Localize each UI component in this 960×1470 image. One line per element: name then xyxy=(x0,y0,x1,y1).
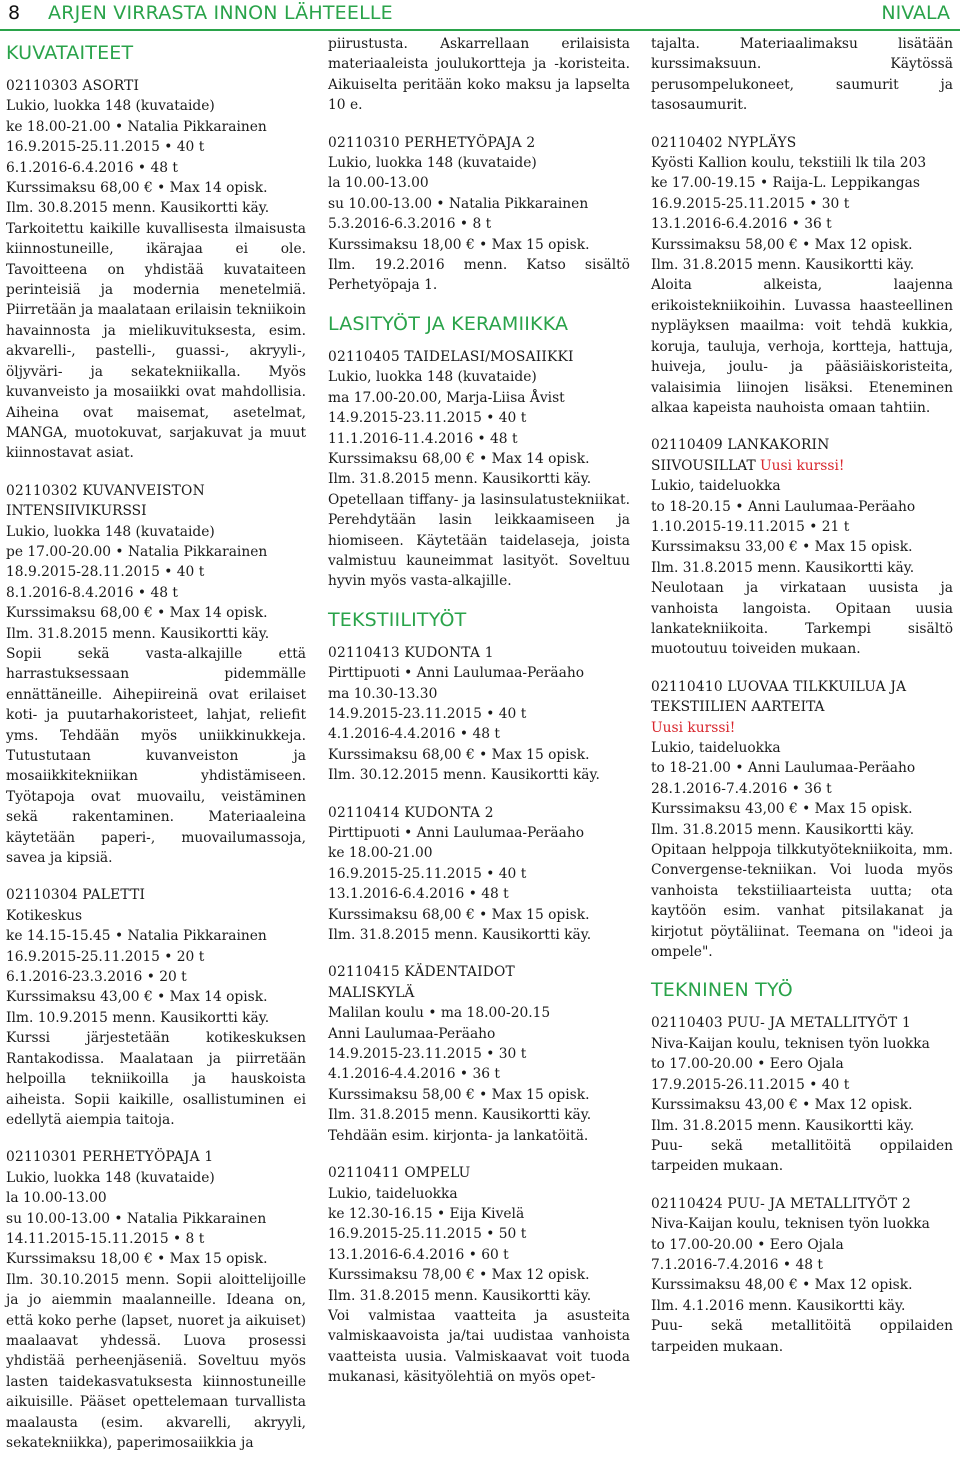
course-detail: 13.1.2016-6.4.2016 • 60 t xyxy=(328,1246,509,1263)
course-detail: Lukio, luokka 148 (kuvataide) xyxy=(6,523,215,540)
course-detail: Lukio, luokka 148 (kuvataide) xyxy=(6,1169,215,1186)
course-detail: 16.9.2015-25.11.2015 • 20 t xyxy=(6,948,205,965)
course-detail: Malilan koulu • ma 18.00-20.15 xyxy=(328,1005,551,1022)
course-entry xyxy=(328,643,630,786)
course-detail: ma 17.00-20.00, Marja-Liisa Åvist xyxy=(328,389,565,406)
course-detail: 11.1.2016-11.4.2016 • 48 t xyxy=(328,430,518,447)
course-title: 02110413 KUDONTA 1 xyxy=(328,644,494,661)
course-detail: MALISKYLÄ xyxy=(328,984,415,1001)
course-detail: to 18-21.00 • Anni Laulumaa-Peräaho xyxy=(651,760,916,777)
course-title: 02110410 LUOVAA TILKKUILUA JA xyxy=(651,678,907,695)
section-heading: LASITYÖT JA KERAMIIKKA xyxy=(328,312,569,335)
course-entry xyxy=(328,34,630,116)
course-entry xyxy=(6,481,306,869)
course-detail: 7.1.2016-7.4.2016 • 48 t xyxy=(651,1256,823,1273)
course-detail: Kurssimaksu 43,00 € • Max 15 opisk. xyxy=(651,801,913,818)
course-detail: Ilm. 4.1.2016 menn. Kausikortti käy. xyxy=(651,1297,906,1314)
course-detail: SIIVOUSILLAT Uusi kurssi! xyxy=(651,457,845,474)
course-title: 02110405 TAIDELASI/MOSAIIKKI xyxy=(328,348,574,365)
course-detail: 16.9.2015-25.11.2015 • 50 t xyxy=(328,1226,527,1243)
course-title: 02110424 PUU- JA METALLITYÖT 2 xyxy=(651,1195,911,1212)
course-detail: Kurssimaksu 68,00 € • Max 15 opisk. xyxy=(328,906,590,923)
course-detail: Ilm. 10.9.2015 menn. Kausikortti käy. xyxy=(6,1009,270,1026)
course-detail: Kurssimaksu 68,00 € • Max 15 opisk. xyxy=(328,746,590,763)
course-description: Tarkoitettu kaikille kuvallisesta ilmaisusta kiinnostuneille, ikärajaa ei ole. Tavoitteena on yhdistää kuvataiteen perinteisiä ja modernia menetelmiä. Piirretään ja maalataan erilaisin tekniikoin havainnosta ja mielikuvituksesta, esim. akvarelli-, pastelli-, guassi-, akryyli-, öljyväri- ja sekatekniikalla. Myös kuvanveisto ja mosaiikki ovat mahdollisia. Aiheina ovat maisemat, asetelmat, MANGA, muotokuvat, sarjakuvat ja muut kiinnostavat asiat. xyxy=(6,220,306,462)
course-detail: Ilm. 30.12.2015 menn. Kausikortti käy. xyxy=(328,767,600,784)
section-heading: KUVATAITEET xyxy=(6,42,134,64)
new-course-badge: Uusi kurssi! xyxy=(760,457,845,474)
course-detail: Ilm. 31.8.2015 menn. Kausikortti käy. xyxy=(651,559,915,576)
course-detail: ma 10.30-13.30 xyxy=(328,685,438,702)
course-detail: la 10.00-13.00 xyxy=(328,175,429,192)
course-detail: Ilm. 30.8.2015 menn. Kausikortti käy. xyxy=(6,200,270,217)
course-description: piirustusta. Askarrellaan erilaisista materiaaleista joulukortteja ja -koristeita. Aikuiselta peritään koko maksu ja lapselta 10 e. xyxy=(328,36,630,114)
course-entry xyxy=(651,677,953,963)
course-detail: to 17.00-20.00 • Eero Ojala xyxy=(651,1056,844,1073)
course-detail: to 17.00-20.00 • Eero Ojala xyxy=(651,1236,844,1253)
course-detail: 14.9.2015-23.11.2015 • 40 t xyxy=(328,410,527,427)
course-entry xyxy=(651,435,953,659)
section-heading: TEKNINEN TYÖ xyxy=(651,979,793,1002)
course-description: Sopii sekä vasta-alkajille että harrastuksessaan pidemmälle ennättäneille. Aihepiireinä ovat erilaiset koti- ja puutarhakoristeet, lahjat, reliefit yms. Tehdään myös uniikkinukkeja. Tutustutaan kuvanveiston ja mosaiikkitekniikan yhdistämiseen. Työtapoja ovat muovailu, veistäminen sekä rakentaminen. Materiaaleina käytetään paperi-, muovailumassoja, savea ja kipsiä. xyxy=(6,645,306,867)
course-detail: Tehdään esim. kirjonta- ja lankatöitä. xyxy=(328,1127,589,1144)
course-detail: la 10.00-13.00 xyxy=(6,1190,107,1207)
header-divider xyxy=(0,29,960,31)
course-title: 02110411 OMPELU xyxy=(328,1165,471,1182)
course-detail: 14.9.2015-23.11.2015 • 30 t xyxy=(328,1046,527,1063)
course-title: 02110403 PUU- JA METALLITYÖT 1 xyxy=(651,1015,911,1032)
course-detail: 1.10.2015-19.11.2015 • 21 t xyxy=(651,518,850,535)
course-detail: Niva-Kaijan koulu, teknisen työn luokka xyxy=(651,1035,930,1052)
course-detail: 8.1.2016-8.4.2016 • 48 t xyxy=(6,584,178,601)
course-title: 02110402 NYPLÄYS xyxy=(651,134,797,151)
course-detail: ke 18.00-21.00 • Natalia Pikkarainen xyxy=(6,118,267,135)
course-detail: 14.9.2015-23.11.2015 • 40 t xyxy=(328,705,527,722)
course-detail: su 10.00-13.00 • Natalia Pikkarainen xyxy=(6,1210,267,1227)
course-detail: 13.1.2016-6.4.2016 • 36 t xyxy=(651,216,832,233)
course-detail: 4.1.2016-4.4.2016 • 36 t xyxy=(328,1066,500,1083)
course-title: 02110409 LANKAKORIN xyxy=(651,437,830,454)
course-detail: 16.9.2015-25.11.2015 • 40 t xyxy=(6,139,205,156)
course-detail: TEKSTIILIEN AARTEITA xyxy=(651,699,825,716)
course-detail: Ilm. 31.8.2015 menn. Kausikortti käy. xyxy=(651,821,915,838)
course-description: Opetellaan tiffany- ja lasinsulatustekniikat. Perehdytään lasin leikkaamiseen ja hiomiseen. Käytetään taidelaseja, joista valmistuu kauneimmat lasityöt. Soveltuu hyvin myös vasta-alkajille. xyxy=(328,491,630,590)
course-detail: 5.3.2016-6.3.2016 • 8 t xyxy=(328,216,492,233)
course-detail: 6.1.2016-6.4.2016 • 48 t xyxy=(6,159,178,176)
course-entry xyxy=(651,34,953,116)
course-detail: Kurssimaksu 18,00 € • Max 15 opisk. xyxy=(328,236,590,253)
course-detail: Kurssimaksu 43,00 € • Max 12 opisk. xyxy=(651,1097,913,1114)
course-detail: Anni Laulumaa-Peräaho xyxy=(328,1025,496,1042)
course-detail: 6.1.2016-23.3.2016 • 20 t xyxy=(6,969,187,986)
course-detail: Ilm. 31.8.2015 menn. Kausikortti käy. xyxy=(328,927,592,944)
course-detail: Lukio, luokka 148 (kuvataide) xyxy=(328,369,537,386)
course-detail: 13.1.2016-6.4.2016 • 48 t xyxy=(328,886,509,903)
course-entry xyxy=(328,347,630,592)
course-entry xyxy=(6,1147,306,1453)
course-description: Opitaan helppoja tilkkutyötekniikoita, mm. Convergense-tekniikan. Voi luoda myös vanhoista tekstiiliaarteista uutta; ota kaytöön esim. vanhat pitsilakanat ja kirjotut pöytäliinat. Teemana on "ideoi ja ompele". xyxy=(651,842,953,961)
column-left xyxy=(6,34,306,1470)
course-description: Neulotaan ja virkataan uusista ja vanhoista langoista. Opitaan uusia lankatekniikoita. Tarkempi sisältö muotoutuu toiveiden mukaan. xyxy=(651,580,953,658)
course-detail: 4.1.2016-4.4.2016 • 48 t xyxy=(328,726,500,743)
course-detail: Ilm. 31.8.2015 menn. Kausikortti käy. xyxy=(328,471,592,488)
course-description: Voi valmistaa vaatteita ja asusteita valmiskaavoista ja/tai uudistaa vanhoista vaatteista uusia. Valmiskaavat voit tuoda mukanasi, käsityölehtiä on myös opet- xyxy=(328,1307,630,1386)
course-detail: su 10.00-13.00 • Natalia Pikkarainen xyxy=(328,195,589,212)
course-detail: Lukio, luokka 148 (kuvataide) xyxy=(6,98,215,115)
course-detail: INTENSIIVIKURSSI xyxy=(6,503,147,520)
header-region: NIVALA xyxy=(881,2,950,24)
course-entry xyxy=(328,1163,630,1387)
course-detail: ke 12.30-16.15 • Eija Kivelä xyxy=(328,1205,525,1222)
course-detail: Kotikeskus xyxy=(6,907,83,924)
course-detail: Kurssimaksu 43,00 € • Max 14 opisk. xyxy=(6,989,268,1006)
course-detail: Kurssimaksu 33,00 € • Max 15 opisk. xyxy=(651,539,913,556)
course-title: 02110301 PERHETYÖPAJA 1 xyxy=(6,1149,214,1166)
course-detail: Ilm. 31.8.2015 menn. Kausikortti käy. xyxy=(328,1107,592,1124)
course-entry xyxy=(328,133,630,296)
course-title: 02110415 KÄDENTAIDOT xyxy=(328,964,515,981)
course-detail: Uusi kurssi! xyxy=(651,719,736,736)
course-detail: Pirttipuoti • Anni Laulumaa-Peräaho xyxy=(328,825,585,841)
course-description: Puu- sekä metallitöitä oppilaiden tarpeiden mukaan. xyxy=(651,1137,953,1175)
course-detail: to 18-20.15 • Anni Laulumaa-Peräaho xyxy=(651,498,916,515)
course-entry xyxy=(651,133,953,419)
course-detail: ke 17.00-19.15 • Raija-L. Leppikangas xyxy=(651,175,920,192)
course-detail: Ilm. 31.8.2015 menn. Kausikortti käy. xyxy=(328,1287,592,1304)
course-description: Kurssi järjestetään kotikeskuksen Rantakodissa. Maalataan ja piirretään helpoilla tekniikoilla ja hauskoista aiheista. Sopii kaikille, osallistuminen ei edellytä aiempia taitoja. xyxy=(6,1030,306,1128)
course-detail: Ilm. 31.8.2015 menn. Kausikortti käy. xyxy=(651,257,915,274)
course-entry xyxy=(651,1013,953,1176)
page-header xyxy=(0,0,960,30)
course-detail: Kurssimaksu 68,00 € • Max 14 opisk. xyxy=(328,450,590,467)
course-detail: 28.1.2016-7.4.2016 • 36 t xyxy=(651,780,832,797)
course-detail: Kurssimaksu 78,00 € • Max 12 opisk. xyxy=(328,1267,590,1284)
course-entry xyxy=(6,885,306,1130)
column-middle xyxy=(328,34,630,1405)
course-detail: 18.9.2015-28.11.2015 • 40 t xyxy=(6,564,205,581)
course-entry xyxy=(651,1194,953,1357)
course-detail: Kurssimaksu 58,00 € • Max 12 opisk. xyxy=(651,236,913,253)
course-entry xyxy=(328,803,630,946)
course-description: Ilm. 19.2.2016 menn. Katso sisältö Perhetyöpaja 1. xyxy=(328,257,630,294)
course-detail: 14.11.2015-15.11.2015 • 8 t xyxy=(6,1230,205,1247)
course-detail: Lukio, taideluokka xyxy=(651,478,781,495)
header-title: ARJEN VIRRASTA INNON LÄHTEELLE xyxy=(48,2,393,24)
course-title: 02110302 KUVANVEISTON xyxy=(6,482,205,499)
page-number: 8 xyxy=(8,2,21,24)
course-detail: Kurssimaksu 68,00 € • Max 14 opisk. xyxy=(6,180,268,197)
course-detail: ke 14.15-15.45 • Natalia Pikkarainen xyxy=(6,928,267,945)
course-description: Aloita alkeista, laajenna erikoistekniikoihin. Luvassa haasteellinen nypläyksen maailma: voit tehdä kukkia, koruja, tauluja, verhoja, kortteja, hattuja, huiveja, joulu- ja pääsiäiskoristeita, valaisimia liinojen lisäksi. Eteneminen alkaa kapeista nauhoista omaan tahtiin. xyxy=(651,277,953,416)
course-detail: Kyösti Kallion koulu, tekstiili lk tila 203 xyxy=(651,155,927,172)
course-description: Ilm. 30.10.2015 menn. Sopii aloittelijoille ja jo aiemmin maalanneille. Ideana on, että koko perhe (lapset, nuoret ja aikuiset) maalaavat yhdessä. Luova prosessi yhdistää perheenjäseniä. Soveltuu myös lasten taidekasvatuksesta kiinnostuneille aikuisille. Pääset opettelemaan turvallista maalausta (esim. akvarelli, akryyli, sekatekniikka), paperimosaiikkia ja xyxy=(6,1271,306,1451)
course-detail: Kurssimaksu 48,00 € • Max 12 opisk. xyxy=(651,1277,913,1294)
course-entry xyxy=(328,962,630,1146)
course-detail: Ilm. 31.8.2015 menn. Kausikortti käy. xyxy=(6,625,270,642)
course-description: Puu- sekä metallitöitä oppilaiden tarpeiden mukaan. xyxy=(651,1318,953,1355)
course-detail: Lukio, luokka 148 (kuvataide) xyxy=(328,155,537,172)
course-title: 02110310 PERHETYÖPAJA 2 xyxy=(328,134,536,151)
course-detail: ke 18.00-21.00 xyxy=(328,845,433,862)
course-detail: Lukio, taideluokka xyxy=(328,1185,458,1202)
course-detail: Kurssimaksu 58,00 € • Max 15 opisk. xyxy=(328,1086,590,1103)
course-title: 02110303 ASORTI xyxy=(6,78,140,94)
course-detail: Lukio, taideluokka xyxy=(651,740,781,756)
course-detail: Kurssimaksu 68,00 € • Max 14 opisk. xyxy=(6,605,268,622)
course-detail: Niva-Kaijan koulu, teknisen työn luokka xyxy=(651,1216,930,1233)
course-detail: 17.9.2015-26.11.2015 • 40 t xyxy=(651,1076,850,1093)
course-detail: 16.9.2015-25.11.2015 • 40 t xyxy=(328,865,527,882)
course-detail: 16.9.2015-25.11.2015 • 30 t xyxy=(651,195,850,212)
course-detail: Kurssimaksu 18,00 € • Max 15 opisk. xyxy=(6,1251,268,1268)
course-detail: pe 17.00-20.00 • Natalia Pikkarainen xyxy=(6,543,268,560)
course-title: 02110414 KUDONTA 2 xyxy=(328,804,494,821)
course-description: tajalta. Materiaalimaksu lisätään kurssimaksuun. Käytössä perusompelukoneet, saumurit ja tasosaumurit. xyxy=(651,36,953,114)
course-entry xyxy=(6,76,306,464)
column-right xyxy=(651,34,953,1374)
course-detail: Ilm. 31.8.2015 menn. Kausikortti käy. xyxy=(651,1117,915,1134)
course-detail: Pirttipuoti • Anni Laulumaa-Peräaho xyxy=(328,665,585,682)
course-title: 02110304 PALETTI xyxy=(6,887,146,904)
section-heading: TEKSTIILITYÖT xyxy=(328,608,467,631)
